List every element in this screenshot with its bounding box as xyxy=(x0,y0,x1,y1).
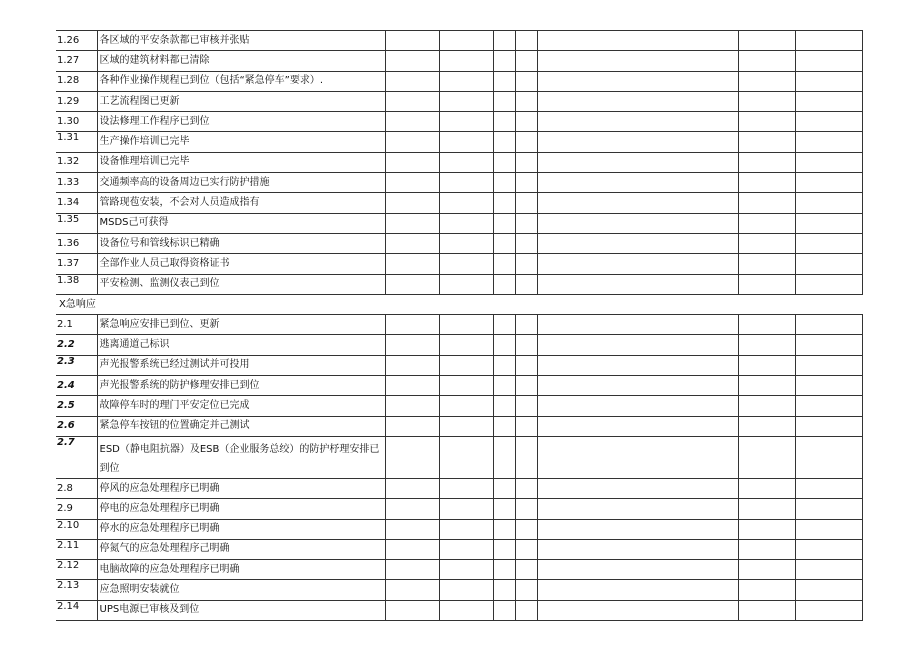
check-cell[interactable] xyxy=(439,91,493,111)
check-cell[interactable] xyxy=(515,539,537,559)
check-cell[interactable] xyxy=(515,416,537,436)
check-cell[interactable] xyxy=(493,193,515,213)
check-cell[interactable] xyxy=(493,580,515,600)
item-description: MSDS己可获得 xyxy=(97,213,385,233)
table-row xyxy=(56,132,862,152)
check-cell[interactable] xyxy=(537,132,738,152)
check-cell[interactable] xyxy=(439,51,493,71)
check-cell[interactable] xyxy=(738,436,795,478)
check-cell[interactable] xyxy=(795,315,862,335)
check-cell[interactable] xyxy=(493,132,515,152)
table-row xyxy=(56,233,862,253)
check-cell[interactable] xyxy=(385,335,439,355)
check-cell[interactable] xyxy=(738,416,795,436)
item-description: 平安检测、监测仪表己到位 xyxy=(97,274,385,294)
check-cell[interactable] xyxy=(385,51,439,71)
check-cell[interactable] xyxy=(515,580,537,600)
item-description: 各区域的平安条款都已审核并张贴 xyxy=(97,31,385,51)
check-cell[interactable] xyxy=(537,51,738,71)
check-cell[interactable] xyxy=(439,193,493,213)
check-cell[interactable] xyxy=(385,274,439,294)
check-cell[interactable] xyxy=(537,376,738,396)
check-cell[interactable] xyxy=(493,112,515,132)
check-cell[interactable] xyxy=(537,560,738,580)
check-cell[interactable] xyxy=(385,254,439,274)
check-cell[interactable] xyxy=(439,112,493,132)
check-cell[interactable] xyxy=(385,539,439,559)
check-cell[interactable] xyxy=(493,539,515,559)
check-cell[interactable] xyxy=(537,152,738,172)
check-cell[interactable] xyxy=(537,274,738,294)
check-cell[interactable] xyxy=(439,355,493,375)
item-description: 声光报警系统的防护修理安排已到位 xyxy=(97,376,385,396)
check-cell[interactable] xyxy=(515,91,537,111)
check-cell[interactable] xyxy=(738,112,795,132)
check-cell[interactable] xyxy=(493,71,515,91)
table-row xyxy=(56,416,862,436)
check-cell[interactable] xyxy=(537,315,738,335)
item-description: 全部作业人员己取得资格证书 xyxy=(97,254,385,274)
check-cell[interactable] xyxy=(738,499,795,519)
check-cell[interactable] xyxy=(795,173,862,193)
table-row xyxy=(56,396,862,416)
check-cell[interactable] xyxy=(795,51,862,71)
check-cell[interactable] xyxy=(493,233,515,253)
item-description: 设法修理工作程序已到位 xyxy=(97,112,385,132)
check-cell[interactable] xyxy=(515,600,537,620)
check-cell[interactable] xyxy=(738,274,795,294)
check-cell[interactable] xyxy=(385,213,439,233)
check-cell[interactable] xyxy=(738,315,795,335)
check-cell[interactable] xyxy=(738,580,795,600)
table-row xyxy=(56,355,862,375)
check-cell[interactable] xyxy=(738,132,795,152)
check-cell[interactable] xyxy=(515,31,537,51)
check-cell[interactable] xyxy=(738,478,795,498)
check-cell[interactable] xyxy=(439,274,493,294)
check-cell[interactable] xyxy=(795,539,862,559)
check-cell[interactable] xyxy=(515,396,537,416)
check-cell[interactable] xyxy=(795,416,862,436)
check-cell[interactable] xyxy=(439,132,493,152)
table-row xyxy=(56,478,862,498)
item-number: 2.9 xyxy=(56,499,97,519)
item-description: 停水的应急处理程序已明确 xyxy=(97,519,385,539)
check-cell[interactable] xyxy=(493,436,515,478)
check-cell[interactable] xyxy=(795,71,862,91)
table-row xyxy=(56,539,862,559)
table-row xyxy=(56,436,862,478)
check-cell[interactable] xyxy=(738,335,795,355)
item-number: 2.4 xyxy=(56,376,97,396)
check-cell[interactable] xyxy=(515,274,537,294)
check-cell[interactable] xyxy=(537,91,738,111)
item-description: 逃离通道己标识 xyxy=(97,335,385,355)
check-cell[interactable] xyxy=(537,519,738,539)
item-number: 2.6 xyxy=(56,416,97,436)
item-description: 管路现苞安装，不会对人员造成指有 xyxy=(97,193,385,213)
check-cell[interactable] xyxy=(795,396,862,416)
table-row xyxy=(56,315,862,335)
check-cell[interactable] xyxy=(795,112,862,132)
table-row xyxy=(56,580,862,600)
check-cell[interactable] xyxy=(439,539,493,559)
item-number: 2.3 xyxy=(56,355,97,375)
item-number: 2.5 xyxy=(56,396,97,416)
check-cell[interactable] xyxy=(795,560,862,580)
item-number: 2.13 xyxy=(56,580,97,600)
check-cell[interactable] xyxy=(439,478,493,498)
item-number: 2.8 xyxy=(56,478,97,498)
check-cell[interactable] xyxy=(738,152,795,172)
check-cell[interactable] xyxy=(795,233,862,253)
check-cell[interactable] xyxy=(795,499,862,519)
checklist-table xyxy=(56,30,863,621)
check-cell[interactable] xyxy=(738,376,795,396)
check-cell[interactable] xyxy=(493,173,515,193)
check-cell[interactable] xyxy=(439,560,493,580)
item-description: ESD（静电阻抗器）及ESB（企业服务总绞）的防护杼理安排已到位 xyxy=(97,436,385,478)
item-description: 设备位号和管线标识已精确 xyxy=(97,233,385,253)
check-cell[interactable] xyxy=(439,335,493,355)
check-cell[interactable] xyxy=(738,600,795,620)
check-cell[interactable] xyxy=(439,173,493,193)
check-cell[interactable] xyxy=(493,416,515,436)
check-cell[interactable] xyxy=(515,376,537,396)
item-number: 1.28 xyxy=(56,71,97,91)
check-cell[interactable] xyxy=(738,173,795,193)
check-cell[interactable] xyxy=(493,335,515,355)
check-cell[interactable] xyxy=(515,254,537,274)
check-cell[interactable] xyxy=(537,31,738,51)
table-row xyxy=(56,254,862,274)
section-title: X急响应 xyxy=(56,294,862,314)
item-description: 生产操作培训已完毕 xyxy=(97,132,385,152)
check-cell[interactable] xyxy=(537,600,738,620)
check-cell[interactable] xyxy=(795,355,862,375)
item-number: 1.26 xyxy=(56,31,97,51)
check-cell[interactable] xyxy=(493,396,515,416)
check-cell[interactable] xyxy=(738,51,795,71)
item-number: 2.1 xyxy=(56,315,97,335)
check-cell[interactable] xyxy=(493,600,515,620)
check-cell[interactable] xyxy=(493,91,515,111)
item-description: 紧急响应安排已到位、更新 xyxy=(97,315,385,335)
check-cell[interactable] xyxy=(795,376,862,396)
check-cell[interactable] xyxy=(385,193,439,213)
check-cell[interactable] xyxy=(515,519,537,539)
check-cell[interactable] xyxy=(515,233,537,253)
check-cell[interactable] xyxy=(439,71,493,91)
check-cell[interactable] xyxy=(385,396,439,416)
check-cell[interactable] xyxy=(738,91,795,111)
check-cell[interactable] xyxy=(385,132,439,152)
check-cell[interactable] xyxy=(439,436,493,478)
check-cell[interactable] xyxy=(493,31,515,51)
item-number: 1.29 xyxy=(56,91,97,111)
item-description: 声光报警系统已经过测试并可投用 xyxy=(97,355,385,375)
check-cell[interactable] xyxy=(738,519,795,539)
table-row xyxy=(56,31,862,51)
check-cell[interactable] xyxy=(515,478,537,498)
check-cell[interactable] xyxy=(493,152,515,172)
item-number: 2.11 xyxy=(56,539,97,559)
check-cell[interactable] xyxy=(537,213,738,233)
check-cell[interactable] xyxy=(795,478,862,498)
check-cell[interactable] xyxy=(738,213,795,233)
item-number: 1.30 xyxy=(56,112,97,132)
check-cell[interactable] xyxy=(515,193,537,213)
check-cell[interactable] xyxy=(738,193,795,213)
check-cell[interactable] xyxy=(515,315,537,335)
check-cell[interactable] xyxy=(795,600,862,620)
check-cell[interactable] xyxy=(385,499,439,519)
check-cell[interactable] xyxy=(738,233,795,253)
check-cell[interactable] xyxy=(385,233,439,253)
table-row xyxy=(56,152,862,172)
item-description: 故障停车时的理门平安定位已完成 xyxy=(97,396,385,416)
check-cell[interactable] xyxy=(515,71,537,91)
check-cell[interactable] xyxy=(385,376,439,396)
check-cell[interactable] xyxy=(537,112,738,132)
check-cell[interactable] xyxy=(439,254,493,274)
check-cell[interactable] xyxy=(439,233,493,253)
item-number: 1.36 xyxy=(56,233,97,253)
table-row xyxy=(56,51,862,71)
item-number: 1.27 xyxy=(56,51,97,71)
check-cell[interactable] xyxy=(515,51,537,71)
check-cell[interactable] xyxy=(515,499,537,519)
table-row xyxy=(56,91,862,111)
check-cell[interactable] xyxy=(385,478,439,498)
check-cell[interactable] xyxy=(537,254,738,274)
check-cell[interactable] xyxy=(385,355,439,375)
check-cell[interactable] xyxy=(385,600,439,620)
check-cell[interactable] xyxy=(385,519,439,539)
table-row xyxy=(56,112,862,132)
item-description: 紧急停车按钮的位置确定并己测试 xyxy=(97,416,385,436)
check-cell[interactable] xyxy=(493,274,515,294)
check-cell[interactable] xyxy=(385,416,439,436)
item-number: 1.31 xyxy=(56,132,97,152)
check-cell[interactable] xyxy=(385,112,439,132)
check-cell[interactable] xyxy=(385,31,439,51)
item-description: 工艺流程图已更新 xyxy=(97,91,385,111)
item-number: 1.38 xyxy=(56,274,97,294)
check-cell[interactable] xyxy=(385,560,439,580)
check-cell[interactable] xyxy=(515,112,537,132)
check-cell[interactable] xyxy=(493,560,515,580)
table-row xyxy=(56,213,862,233)
check-cell[interactable] xyxy=(493,478,515,498)
table-row xyxy=(56,499,862,519)
check-cell[interactable] xyxy=(537,539,738,559)
check-cell[interactable] xyxy=(537,499,738,519)
check-cell[interactable] xyxy=(795,31,862,51)
item-number: 1.35 xyxy=(56,213,97,233)
table-row xyxy=(56,519,862,539)
check-cell[interactable] xyxy=(493,499,515,519)
check-cell[interactable] xyxy=(439,416,493,436)
check-cell[interactable] xyxy=(385,173,439,193)
check-cell[interactable] xyxy=(439,396,493,416)
check-cell[interactable] xyxy=(537,580,738,600)
check-cell[interactable] xyxy=(515,560,537,580)
check-cell[interactable] xyxy=(439,376,493,396)
table-row xyxy=(56,600,862,620)
check-cell[interactable] xyxy=(738,396,795,416)
item-description: 设备惟理培训已完毕 xyxy=(97,152,385,172)
section-header-row xyxy=(56,294,862,314)
check-cell[interactable] xyxy=(493,355,515,375)
check-cell[interactable] xyxy=(537,335,738,355)
check-cell[interactable] xyxy=(385,91,439,111)
check-cell[interactable] xyxy=(385,436,439,478)
item-description: 电脑故障的应急处理程序已明确 xyxy=(97,560,385,580)
check-cell[interactable] xyxy=(537,173,738,193)
check-cell[interactable] xyxy=(537,355,738,375)
check-cell[interactable] xyxy=(537,193,738,213)
check-cell[interactable] xyxy=(439,152,493,172)
item-number: 2.14 xyxy=(56,600,97,620)
check-cell[interactable] xyxy=(795,213,862,233)
check-cell[interactable] xyxy=(385,152,439,172)
check-cell[interactable] xyxy=(537,71,738,91)
check-cell[interactable] xyxy=(795,436,862,478)
check-cell[interactable] xyxy=(515,355,537,375)
check-cell[interactable] xyxy=(515,173,537,193)
item-number: 1.33 xyxy=(56,173,97,193)
check-cell[interactable] xyxy=(493,213,515,233)
check-cell[interactable] xyxy=(385,71,439,91)
check-cell[interactable] xyxy=(515,132,537,152)
item-description: 停电的应急处理程序已明确 xyxy=(97,499,385,519)
item-number: 1.37 xyxy=(56,254,97,274)
check-cell[interactable] xyxy=(515,152,537,172)
check-cell[interactable] xyxy=(795,152,862,172)
check-cell[interactable] xyxy=(738,71,795,91)
check-cell[interactable] xyxy=(515,436,537,478)
table-row xyxy=(56,376,862,396)
item-description: 停风的应急处理程序已明确 xyxy=(97,478,385,498)
check-cell[interactable] xyxy=(795,91,862,111)
item-number: 2.2 xyxy=(56,335,97,355)
check-cell[interactable] xyxy=(795,132,862,152)
check-cell[interactable] xyxy=(537,416,738,436)
item-description: 应急照明安装就位 xyxy=(97,580,385,600)
item-description: 交通频率高的设备周边已实行防护措施 xyxy=(97,173,385,193)
check-cell[interactable] xyxy=(795,580,862,600)
check-cell[interactable] xyxy=(738,560,795,580)
check-cell[interactable] xyxy=(537,436,738,478)
check-cell[interactable] xyxy=(537,478,738,498)
item-number: 2.7 xyxy=(56,436,97,478)
check-cell[interactable] xyxy=(493,315,515,335)
check-cell[interactable] xyxy=(439,580,493,600)
check-cell[interactable] xyxy=(738,355,795,375)
item-number: 2.10 xyxy=(56,519,97,539)
check-cell[interactable] xyxy=(795,519,862,539)
check-cell[interactable] xyxy=(439,31,493,51)
check-cell[interactable] xyxy=(439,499,493,519)
item-description: 各种作业操作规程已到位（包括“紧急停车”要求）. xyxy=(97,71,385,91)
item-description: UPS电源已审核及到位 xyxy=(97,600,385,620)
check-cell[interactable] xyxy=(515,213,537,233)
check-cell[interactable] xyxy=(738,539,795,559)
check-cell[interactable] xyxy=(439,519,493,539)
check-cell[interactable] xyxy=(795,254,862,274)
table-row xyxy=(56,193,862,213)
check-cell[interactable] xyxy=(493,519,515,539)
check-cell[interactable] xyxy=(493,254,515,274)
check-cell[interactable] xyxy=(537,233,738,253)
check-cell[interactable] xyxy=(385,315,439,335)
check-cell[interactable] xyxy=(439,213,493,233)
item-number: 1.32 xyxy=(56,152,97,172)
item-description: 区域的建筑材料都已清除 xyxy=(97,51,385,71)
check-cell[interactable] xyxy=(493,51,515,71)
check-cell[interactable] xyxy=(738,254,795,274)
check-cell[interactable] xyxy=(439,600,493,620)
check-cell[interactable] xyxy=(537,396,738,416)
check-cell[interactable] xyxy=(515,335,537,355)
item-number: 2.12 xyxy=(56,560,97,580)
check-cell[interactable] xyxy=(493,376,515,396)
item-description: 停氮气的应急处理程序己明确 xyxy=(97,539,385,559)
check-cell[interactable] xyxy=(439,315,493,335)
check-cell[interactable] xyxy=(385,580,439,600)
table-row xyxy=(56,173,862,193)
table-row xyxy=(56,274,862,294)
table-row xyxy=(56,560,862,580)
table-row xyxy=(56,71,862,91)
check-cell[interactable] xyxy=(738,31,795,51)
table-row xyxy=(56,335,862,355)
check-cell[interactable] xyxy=(795,335,862,355)
check-cell[interactable] xyxy=(795,193,862,213)
check-cell[interactable] xyxy=(795,274,862,294)
item-number: 1.34 xyxy=(56,193,97,213)
